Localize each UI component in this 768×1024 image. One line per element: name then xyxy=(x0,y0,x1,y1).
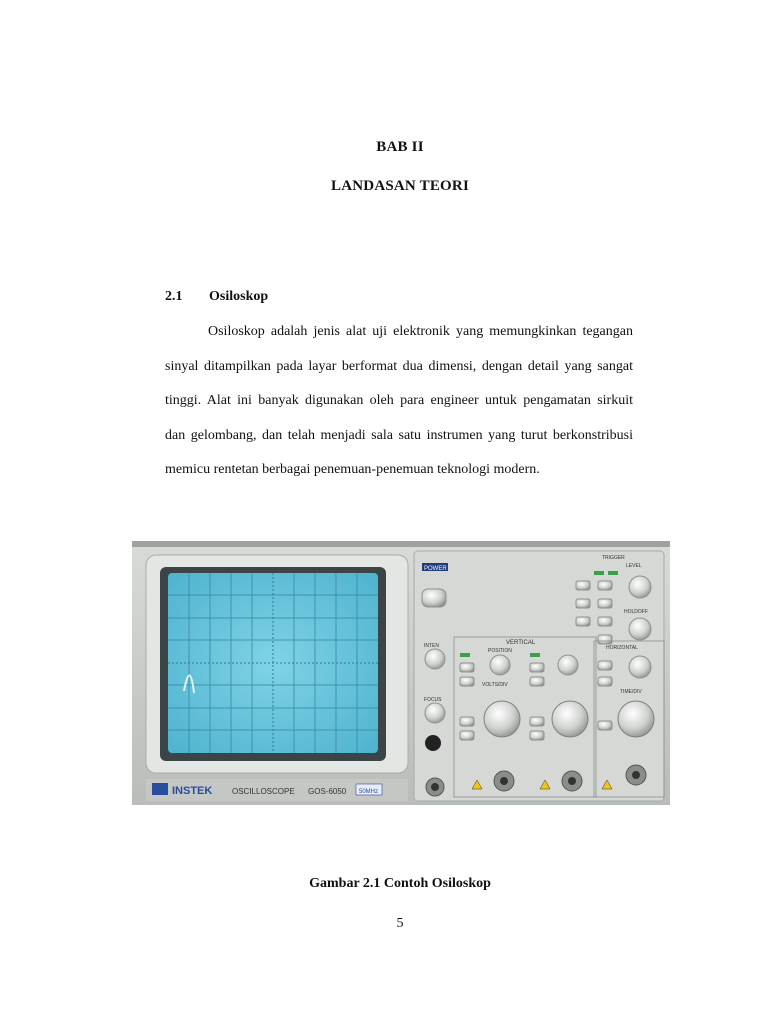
focus-knob xyxy=(425,703,445,723)
paragraph-line: Osiloskop adalah jenis alat uji elektronik yang memungkinkan tegangan xyxy=(208,324,633,339)
level-knob xyxy=(629,576,651,598)
volts-div-knob xyxy=(484,701,520,737)
power-button xyxy=(422,589,446,607)
paragraph-line: dan gelombang, dan telah menjadi sala satu instrumen yang turut berkonstribusi xyxy=(165,427,633,443)
holdoff-label: HOLDOFF xyxy=(624,609,648,615)
model-type-label: OSCILLOSCOPE xyxy=(232,787,295,796)
frequency-label: 50MHz xyxy=(359,789,379,795)
volts-div-label: VOLTS/DIV xyxy=(482,682,508,688)
time-div-label: TIME/DIV xyxy=(620,689,642,695)
focus-label: FOCUS xyxy=(424,697,442,703)
level-label: LEVEL xyxy=(626,563,642,569)
section-number: 2.1 xyxy=(165,289,183,304)
power-label: POWER xyxy=(424,566,447,572)
oscilloscope-illustration xyxy=(132,541,670,805)
page-number: 5 xyxy=(396,916,404,931)
vertical-label: VERTICAL xyxy=(506,640,536,646)
trigger-label: TRIGGER xyxy=(602,555,625,561)
brand-label: INSTEK xyxy=(172,785,213,797)
paragraph-line: tinggi. Alat ini banyak digunakan oleh para engineer untuk pengamatan sirkuit xyxy=(165,393,633,408)
horizontal-label: HORIZONTAL xyxy=(606,645,638,651)
chapter-title: LANDASAN TEORI xyxy=(331,178,469,194)
body-paragraph xyxy=(165,315,633,488)
paragraph-line: sinyal ditampilkan pada layar berformat dua dimensi, dengan detail yang sangat xyxy=(165,358,633,374)
inten-label: INTEN xyxy=(424,643,439,649)
figure-caption: Gambar 2.1 Contoh Osiloskop xyxy=(309,876,491,891)
model-label: GOS-6050 xyxy=(308,787,347,796)
chapter-number: BAB II xyxy=(376,139,424,155)
time-div-knob xyxy=(618,701,654,737)
oscilloscope-photo xyxy=(132,541,670,805)
position-label: POSITION xyxy=(488,648,512,654)
paragraph-line: memicu rentetan berbagai penemuan-penemuan teknologi modern. xyxy=(165,462,540,477)
section-heading xyxy=(165,289,268,305)
inten-knob xyxy=(425,649,445,669)
section-title: Osiloskop xyxy=(209,289,269,304)
